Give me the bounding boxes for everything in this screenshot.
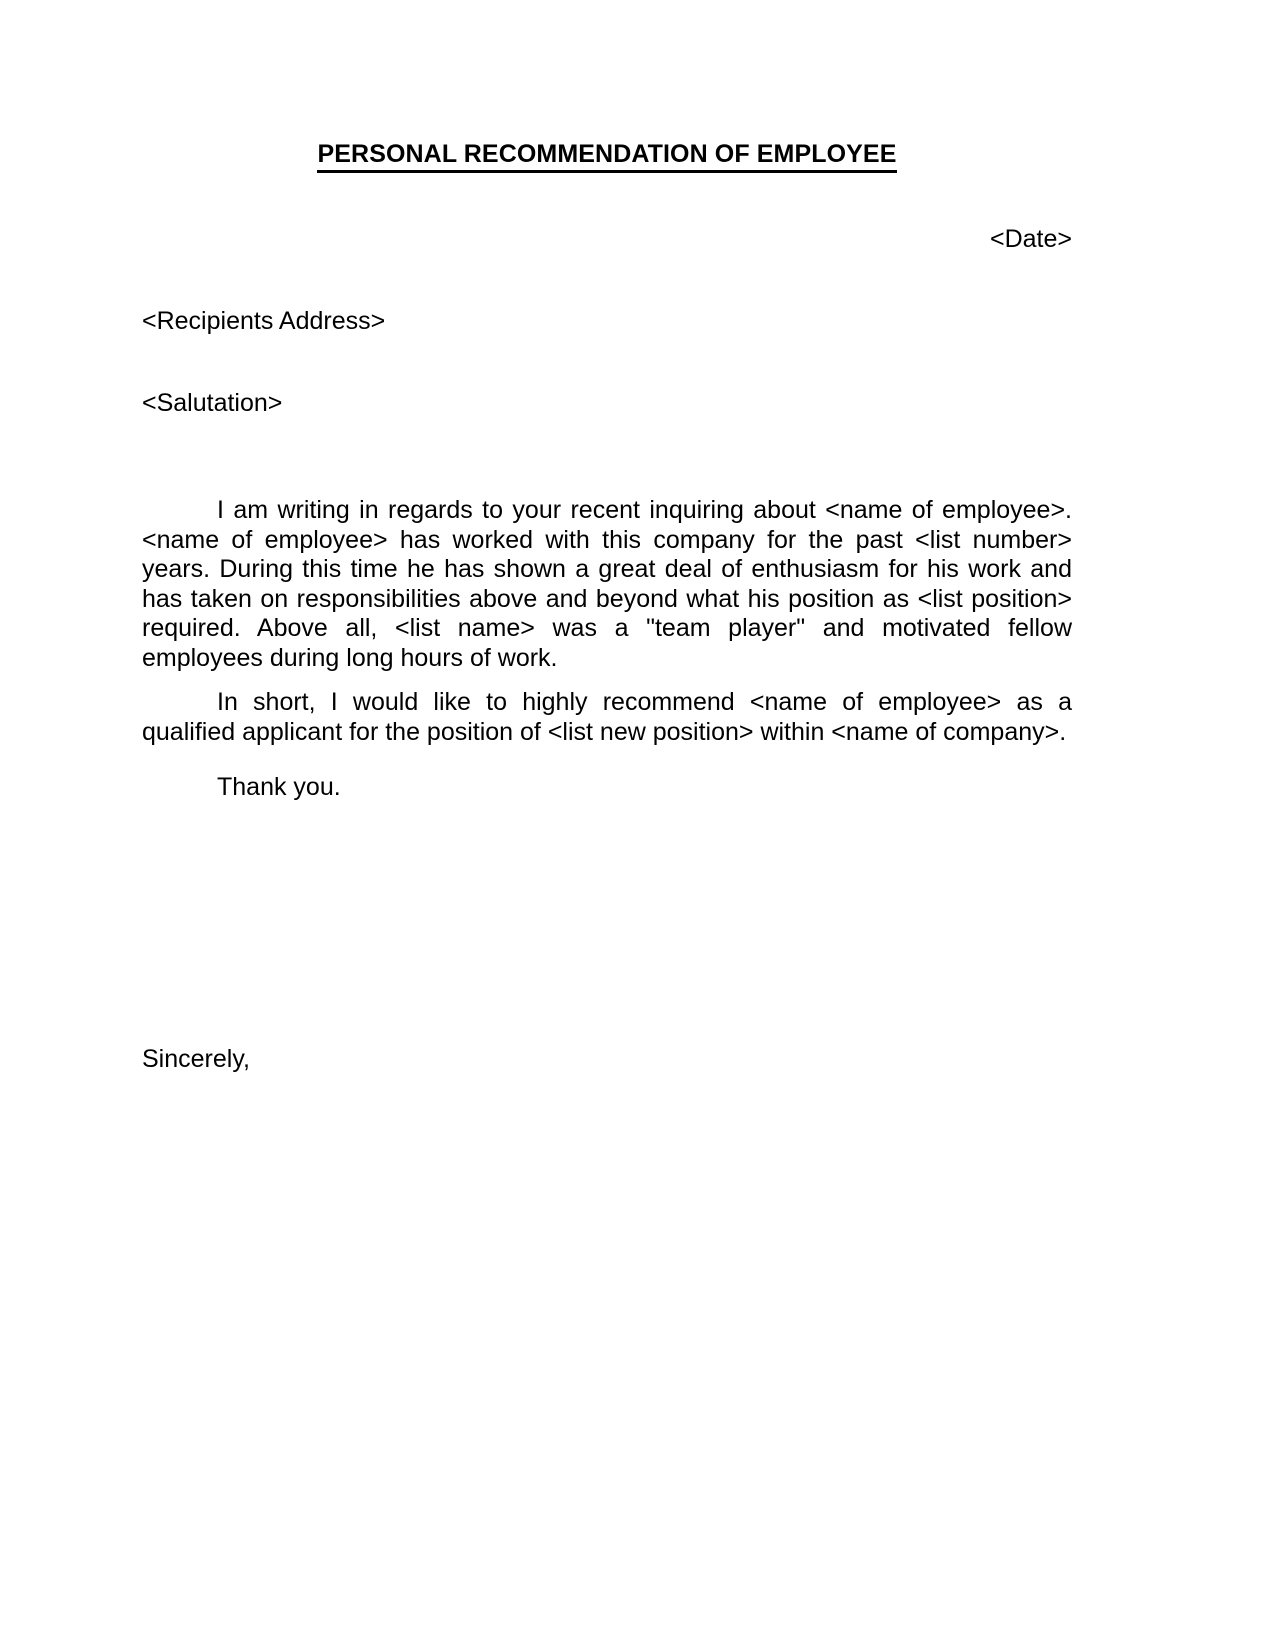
recipient-address-field: <Recipients Address> bbox=[142, 307, 386, 335]
date-field: <Date> bbox=[989, 225, 1072, 253]
page-title bbox=[142, 140, 1072, 173]
body-paragraph-2: In short, I would like to highly recommend <name of employee> as a qualified applicant for the position of <list new position> within <name of company>. bbox=[142, 688, 1072, 746]
thank-you-line: Thank you. bbox=[217, 773, 341, 801]
salutation-field: <Salutation> bbox=[142, 389, 283, 417]
closing-line: Sincerely, bbox=[142, 1045, 250, 1073]
body-paragraph-1: I am writing in regards to your recent inquiring about <name of employee>. <name of employee> has worked with this company for the past <list number> years. During this time he has shown a great deal of enthusiasm for his work and has taken on responsibilities above and beyond what his position as <list position> required. Above all, <list name> was a "team player" and motivated fellow employees during long hours of work. bbox=[142, 496, 1072, 672]
letter-body bbox=[142, 0, 1072, 1650]
page-title-text: PERSONAL RECOMMENDATION OF EMPLOYEE bbox=[317, 140, 896, 173]
